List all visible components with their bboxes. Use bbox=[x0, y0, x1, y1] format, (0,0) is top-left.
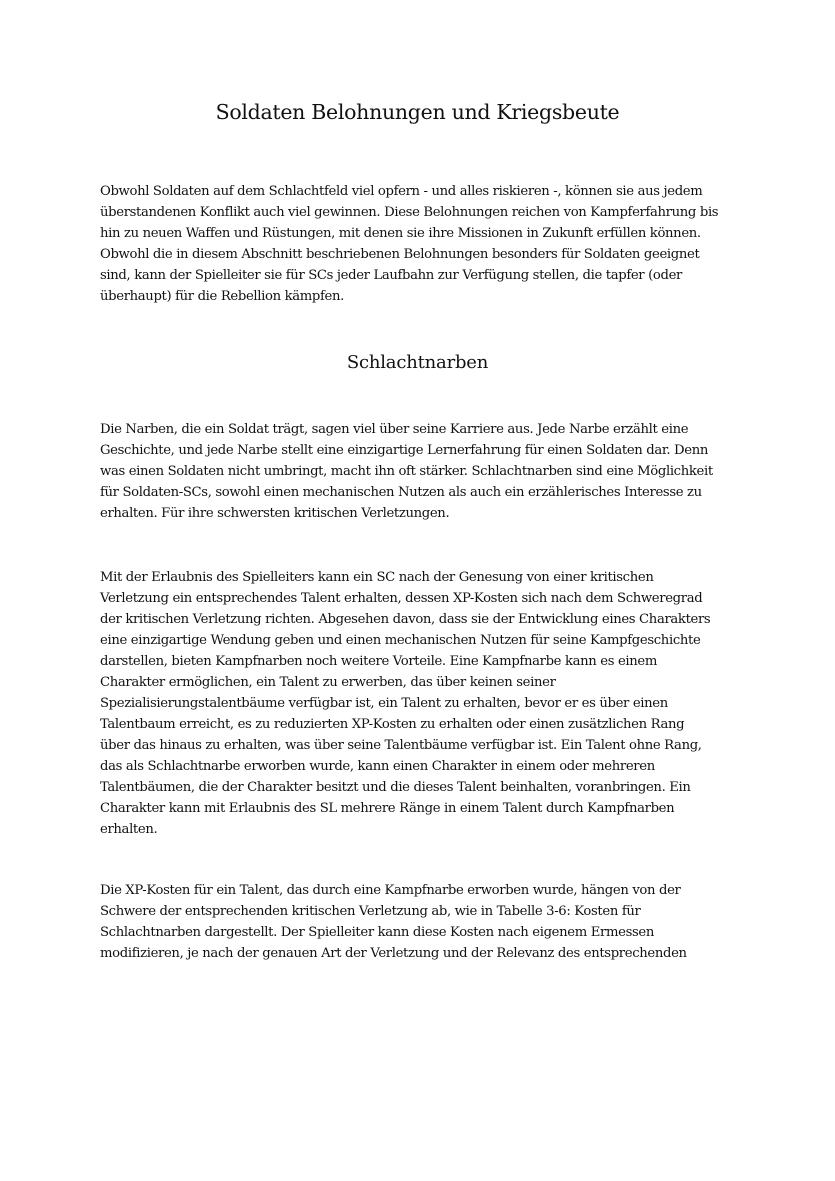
document-title: Soldaten Belohnungen und Kriegsbeute bbox=[215, 100, 620, 124]
text-line: Schlachtnarben dargestellt. Der Spielleiter kann diese Kosten nach eigenem Ermessen bbox=[100, 925, 655, 940]
body-paragraph-1 bbox=[100, 419, 740, 524]
text-line: Charakter kann mit Erlaubnis des SL mehrere Ränge in einem Talent durch Kampfnarben bbox=[100, 801, 675, 816]
text-line: erhalten. Für ihre schwersten kritischen Verletzungen. bbox=[100, 506, 450, 521]
text-line: darstellen, bieten Kampfnarben noch weitere Vorteile. Eine Kampfnarbe kann es einem bbox=[100, 654, 658, 669]
text-line: Talentbäumen, die der Charakter besitzt und die dieses Talent beinhalten, voranbringen. Ein bbox=[100, 780, 691, 795]
text-line: was einen Soldaten nicht umbringt, macht ihn oft stärker. Schlachtnarben sind eine Möglichkeit bbox=[100, 464, 713, 479]
text-line: modifizieren, je nach der genauen Art der Verletzung und der Relevanz des entsprechenden bbox=[100, 946, 687, 961]
text-line: Die XP-Kosten für ein Talent, das durch eine Kampfnarbe erworben wurde, hängen von der bbox=[100, 883, 681, 898]
intro-paragraph bbox=[100, 181, 740, 307]
text-line: Verletzung ein entsprechendes Talent erhalten, dessen XP-Kosten sich nach dem Schweregrad bbox=[100, 591, 703, 606]
text-line: der kritischen Verletzung richten. Abgesehen davon, dass sie der Entwicklung eines Charakters bbox=[100, 612, 711, 627]
text-line: Geschichte, und jede Narbe stellt eine einzigartige Lernerfahrung für einen Soldaten dar. Denn bbox=[100, 443, 709, 458]
body-paragraph-3 bbox=[100, 880, 740, 964]
text-line: erhalten. bbox=[100, 822, 158, 837]
text-line: sind, kann der Spielleiter sie für SCs jeder Laufbahn zur Verfügung stellen, die tapfer (oder bbox=[100, 268, 682, 283]
text-line: Charakter ermöglichen, ein Talent zu erwerben, das über keinen seiner bbox=[100, 675, 556, 690]
text-line: überhaupt) für die Rebellion kämpfen. bbox=[100, 289, 344, 304]
text-line: über das hinaus zu erhalten, was über seine Talentbäume verfügbar ist. Ein Talent ohne Rang, bbox=[100, 738, 702, 753]
text-line: das als Schlachtnarbe erworben wurde, kann einen Charakter in einem oder mehreren bbox=[100, 759, 655, 774]
text-line: Mit der Erlaubnis des Spielleiters kann ein SC nach der Genesung von einer kritischen bbox=[100, 570, 654, 585]
text-line: hin zu neuen Waffen und Rüstungen, mit denen sie ihre Missionen in Zukunft erfüllen können. bbox=[100, 226, 701, 241]
text-line: eine einzigartige Wendung geben und einen mechanischen Nutzen für seine Kampfgeschichte bbox=[100, 633, 701, 648]
body-paragraph-2 bbox=[100, 567, 740, 840]
text-line: Obwohl Soldaten auf dem Schlachtfeld viel opfern - und alles riskieren -, können sie aus jedem bbox=[100, 184, 703, 199]
text-line: Die Narben, die ein Soldat trägt, sagen viel über seine Karriere aus. Jede Narbe erzählt eine bbox=[100, 422, 689, 437]
section-heading: Schlachtnarben bbox=[346, 352, 489, 373]
text-line: Obwohl die in diesem Abschnitt beschriebenen Belohnungen besonders für Soldaten geeignet bbox=[100, 247, 700, 262]
text-line: überstandenen Konflikt auch viel gewinnen. Diese Belohnungen reichen von Kampferfahrung bis bbox=[100, 205, 719, 220]
text-line: für Soldaten-SCs, sowohl einen mechanischen Nutzen als auch ein erzählerisches Interesse zu bbox=[100, 485, 702, 500]
text-line: Talentbaum erreicht, es zu reduzierten XP-Kosten zu erhalten oder einen zusätzlichen Rang bbox=[100, 717, 685, 732]
text-line: Schwere der entsprechenden kritischen Verletzung ab, wie in Tabelle 3-6: Kosten für bbox=[100, 904, 641, 919]
text-line: Spezialisierungstalentbäume verfügbar ist, ein Talent zu erhalten, bevor er es über einen bbox=[100, 696, 668, 711]
